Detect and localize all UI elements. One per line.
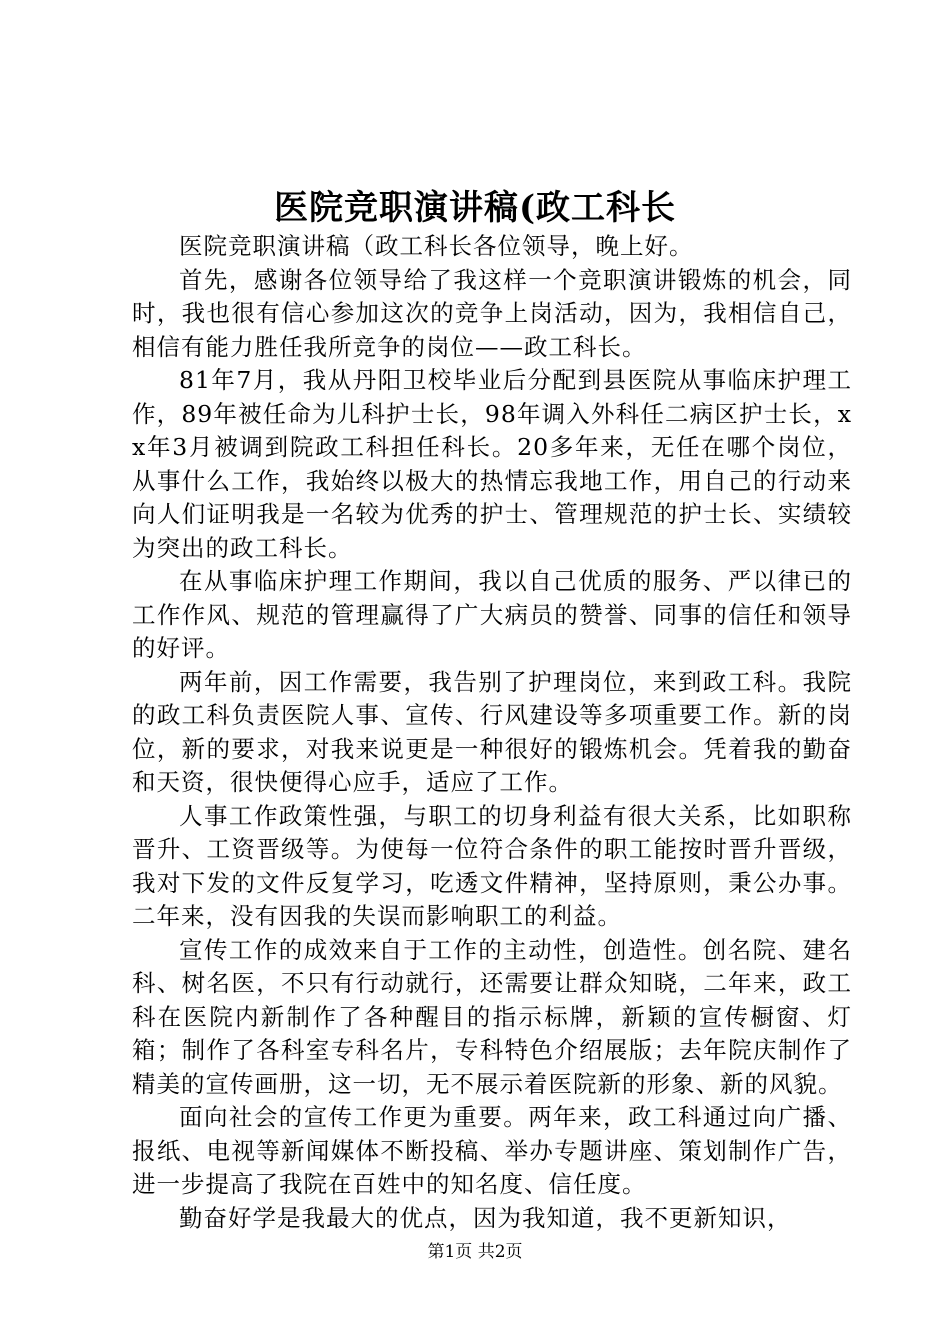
- paragraph-political-dept: 两年前，因工作需要，我告别了护理岗位，来到政工科。我院的政工科负责医院人事、宣传、行风建设等多项重要工作。新的岗位，新的要求，对我来说更是一种很好的锻炼机会。凭着我的勤奋和天资，很快便得心应手，适应了工作。: [132, 667, 852, 796]
- paragraph-public-outreach: 面向社会的宣传工作更为重要。两年来，政工科通过向广播、报纸、电视等新闻媒体不断投稿、举办专题讲座、策划制作广告，进一步提高了我院在百姓中的知名度、信任度。: [132, 1103, 852, 1198]
- paragraph-greeting: 医院竞职演讲稿（政工科长各位领导，晚上好。: [179, 232, 694, 260]
- paragraph-thanks: 首先，感谢各位领导给了我这样一个竞职演讲锻炼的机会，同时，我也很有信心参加这次的竞争上岗活动，因为，我相信自己，相信有能力胜任我所竞争的岗位——政工科长。: [132, 265, 852, 361]
- paragraph-career: 81年7月，我从丹阳卫校毕业后分配到县医院从事临床护理工作，89年被任命为儿科护士长，98年调入外科任二病区护士长，xx年3月被调到院政工科担任科长。20多年来，无任在哪个岗位，从事什么工作，我始终以极大的热情忘我地工作，用自己的行动来向人们证明我是一名较为优秀的护士、管理规范的护士长、实绩较为突出的政工科长。: [132, 366, 852, 562]
- page-number-footer: 第1页 共2页: [427, 1242, 523, 1262]
- paragraph-personnel: 人事工作政策性强，与职工的切身利益有很大关系，比如职称晋升、工资晋级等。为使每一位符合条件的职工能按时晋升晋级，我对下发的文件反复学习，吃透文件精神，坚持原则，秉公办事。二年来，没有因我的失误而影响职工的利益。: [132, 801, 852, 930]
- paragraph-nursing: 在从事临床护理工作期间，我以自己优质的服务、严以律已的工作作风、规范的管理赢得了广大病员的赞誉、同事的信任和领导的好评。: [132, 567, 852, 662]
- paragraph-learning: 勤奋好学是我最大的优点，因为我知道，我不更新知识，: [179, 1203, 792, 1232]
- paragraph-publicity: 宣传工作的成效来自于工作的主动性，创造性。创名院、建名科、树名医，不只有行动就行，还需要让群众知晓，二年来，政工科在医院内新制作了各种醒目的指示标牌，新颖的宣传橱窗、灯箱；制作了各科室专科名片，专科特色介绍展版；去年院庆制作了精美的宣传画册，这一切，无不展示着医院新的形象、新的风貌。: [132, 935, 852, 1098]
- document-body: [132, 230, 852, 1235]
- document-title: 医院竞职演讲稿(政工科长: [273, 188, 677, 228]
